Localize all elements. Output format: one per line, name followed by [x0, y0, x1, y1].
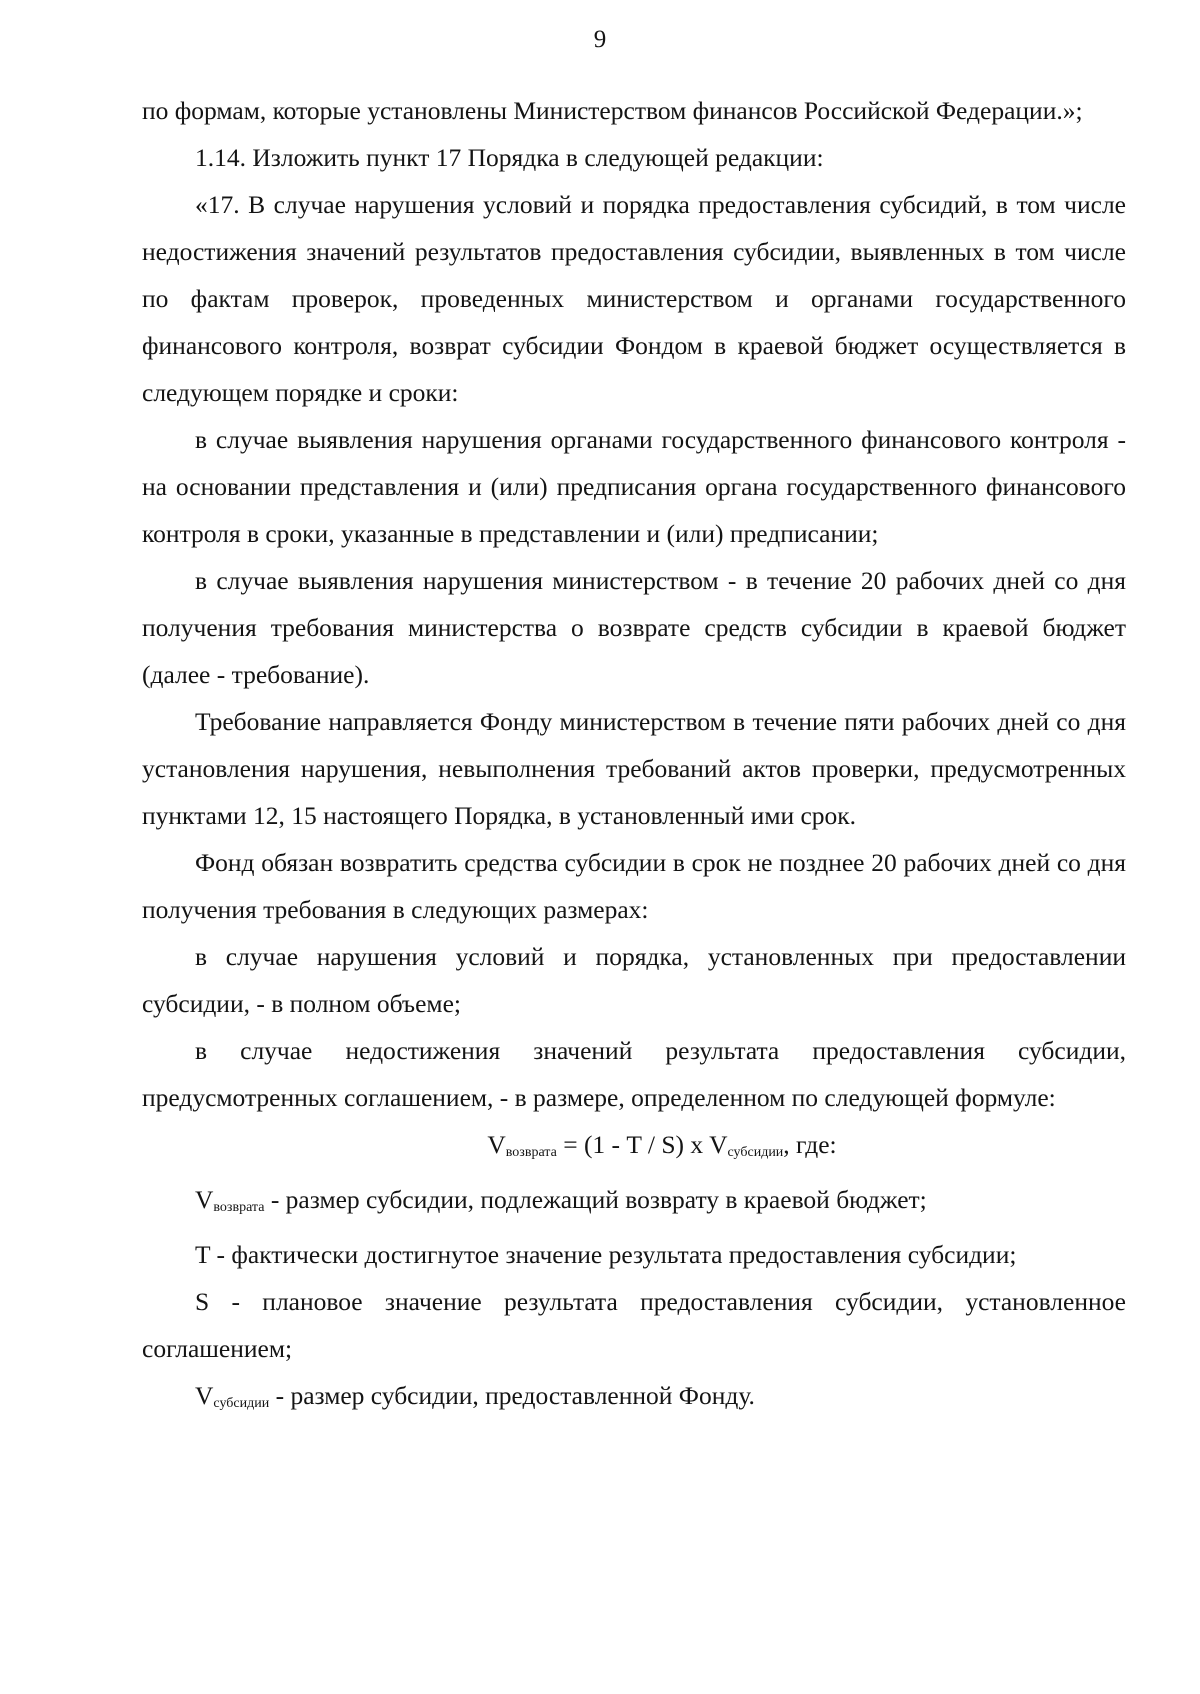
definition-symbol: V — [195, 1185, 214, 1214]
formula-v-return: V — [487, 1130, 506, 1159]
formula-middle: = (1 - T / S) x — [556, 1130, 710, 1159]
definition-subscript: возврата — [213, 1200, 265, 1215]
paragraph-amendment-1-14: 1.14. Изложить пункт 17 Порядка в следующей редакции: — [195, 143, 824, 172]
formula-v-subsidy: V — [709, 1130, 728, 1159]
paragraph-ministry-violation: в случае выявления нарушения министерством - в течение 20 рабочих дней со дня получения требования министерства о возврате средств субсидии в краевой бюджет (далее - требование). — [142, 566, 1126, 689]
definition-symbol: T — [195, 1240, 211, 1269]
paragraph-requirement: Требование направляется Фонду министерством в течение пяти рабочих дней со дня установления нарушения, невыполнения требований актов проверки, предусмотренных пунктами 12, 15 настоящего Порядка, в установленный ими срок. — [142, 707, 1126, 830]
definition-symbol: S — [195, 1287, 210, 1316]
paragraph-financial-control-violation: в случае выявления нарушения органами государственного финансового контроля - на основании представления и (или) предписания органа государственного финансового контроля в сроки, указанные в представлении и (или) предписании; — [142, 425, 1126, 548]
formula-sub-return: возврата — [505, 1145, 557, 1160]
definition-v-subsidy — [142, 1372, 1126, 1427]
formula-tail: , где: — [783, 1130, 837, 1159]
definition-v-return — [142, 1176, 1126, 1231]
definition-subscript: субсидии — [213, 1396, 270, 1411]
page-number: 9 — [593, 26, 607, 53]
definition-text: - фактически достигнутое значение результата предоставления субсидии; — [210, 1240, 1017, 1269]
definition-text: - размер субсидии, предоставленной Фонду. — [269, 1381, 755, 1410]
document-body — [142, 87, 1126, 1427]
paragraph-formula-intro: в случае недостижения значений результата предоставления субсидии, предусмотренных соглашением, - в размере, определенном по следующей формуле: — [142, 1036, 1126, 1112]
paragraph-item-17: «17. В случае нарушения условий и порядка предоставления субсидий, в том числе недостижения значений результатов предоставления субсидии, выявленных в том числе по фактам проверок, проведенных министерством и органами государственного финансового контроля, возврат субсидии Фондом в краевой бюджет осуществляется в следующем порядке и сроки: — [142, 190, 1126, 407]
definition-symbol: V — [195, 1381, 214, 1410]
return-formula — [142, 1121, 1126, 1176]
definition-t — [142, 1231, 1126, 1278]
definition-text: - размер субсидии, подлежащий возврату в краевой бюджет; — [264, 1185, 927, 1214]
paragraph-continuation: по формам, которые установлены Министерством финансов Российской Федерации.»; — [142, 96, 1083, 125]
paragraph-full-amount: в случае нарушения условий и порядка, установленных при предоставлении субсидии, - в полном объеме; — [142, 942, 1126, 1018]
formula-sub-subsidy: субсидии — [727, 1145, 784, 1160]
definition-s — [142, 1278, 1126, 1372]
paragraph-fund-obligation: Фонд обязан возвратить средства субсидии в срок не позднее 20 рабочих дней со дня получения требования в следующих размерах: — [142, 848, 1126, 924]
definition-text: - плановое значение результата предоставления субсидии, установленное соглашением; — [142, 1287, 1126, 1363]
